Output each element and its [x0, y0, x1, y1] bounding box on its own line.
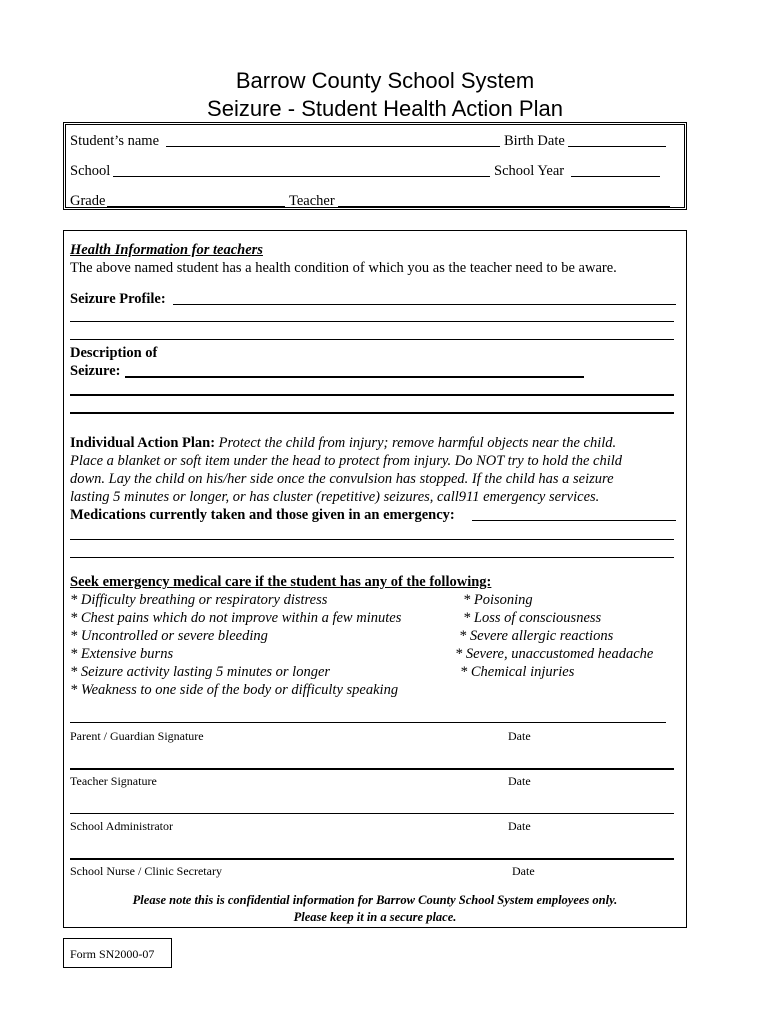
description-label-2: Seizure:	[70, 363, 121, 379]
parent-date-label: Date	[508, 729, 531, 743]
teacher-date-label: Date	[508, 774, 531, 788]
school-year-field[interactable]	[571, 176, 660, 177]
emergency-heading: Seek emergency medical care if the student has any of the following:	[70, 574, 492, 590]
seizure-profile-field[interactable]	[173, 304, 676, 305]
action-plan-line-3: down. Lay the child on his/her side once the convulsion has stopped. If the child has a seizure	[70, 471, 614, 487]
administrator-signature-label: School Administrator	[70, 819, 173, 833]
school-field[interactable]	[113, 176, 490, 177]
emergency-item-left: * Weakness to one side of the body or difficulty speaking	[70, 682, 399, 698]
teacher-label: Teacher	[289, 193, 335, 209]
grade-label: Grade	[70, 193, 106, 209]
secure-place-note: Please keep it in a secure place.	[293, 910, 457, 924]
action-plan-line-2: Place a blanket or soft item under the head to protect from injury. Do NOT try to hold the child	[70, 453, 623, 469]
health-info-heading: Health Information for teachers	[70, 242, 263, 258]
health-info-intro: The above named student has a health condition of which you as the teacher need to be aware.	[70, 260, 617, 276]
medications-line-2[interactable]	[70, 539, 674, 540]
action-plan-text-1: Protect the child from injury; remove harmful objects near the child.	[218, 435, 617, 451]
action-plan-line-1	[70, 434, 616, 452]
action-plan-label: Individual Action Plan:	[70, 435, 216, 451]
medications-line-3[interactable]	[70, 557, 674, 558]
emergency-item-left: * Uncontrolled or severe bleeding	[70, 628, 268, 644]
emergency-item-left: * Seizure activity lasting 5 minutes or longer	[70, 664, 331, 680]
administrator-signature-field[interactable]	[70, 813, 674, 814]
confidential-note: Please note this is confidential information for Barrow County School System employees only.	[132, 893, 618, 907]
teacher-signature-field[interactable]	[70, 768, 674, 770]
teacher-field[interactable]	[338, 206, 670, 207]
emergency-item-right: * Severe, unaccustomed headache	[455, 646, 654, 662]
seizure-profile-line-3[interactable]	[70, 339, 674, 340]
nurse-date-label: Date	[512, 864, 535, 878]
parent-signature-field[interactable]	[70, 722, 666, 723]
document-subtitle: Seizure - Student Health Action Plan	[207, 96, 563, 121]
emergency-item-right: * Chemical injuries	[460, 664, 575, 680]
grade-field[interactable]	[107, 206, 285, 207]
emergency-item-right: * Severe allergic reactions	[459, 628, 614, 644]
teacher-signature-label: Teacher Signature	[70, 774, 157, 788]
action-plan-line-4: lasting 5 minutes or longer, or has cluster (repetitive) seizures, call911 emergency services.	[70, 489, 600, 505]
emergency-item-right: * Poisoning	[463, 592, 533, 608]
nurse-signature-field[interactable]	[70, 858, 674, 860]
student-name-field[interactable]	[166, 146, 500, 147]
emergency-item-left: * Extensive burns	[70, 646, 174, 662]
emergency-item-right: * Loss of consciousness	[463, 610, 602, 626]
school-label: School	[70, 163, 111, 179]
seizure-description-line-2[interactable]	[70, 394, 674, 396]
student-name-label: Student’s name	[70, 133, 160, 149]
emergency-item-left: * Difficulty breathing or respiratory distress	[70, 592, 328, 608]
administrator-date-label: Date	[508, 819, 531, 833]
school-year-label: School Year	[494, 163, 565, 179]
emergency-item-left: * Chest pains which do not improve within a few minutes	[70, 610, 402, 626]
seizure-profile-label: Seizure Profile:	[70, 291, 166, 307]
parent-signature-label: Parent / Guardian Signature	[70, 729, 204, 743]
description-label-1: Description of	[70, 345, 158, 361]
form-number: Form SN2000-07	[70, 947, 155, 961]
medications-label: Medications currently taken and those given in an emergency:	[70, 507, 455, 523]
medications-field[interactable]	[472, 520, 676, 521]
birth-date-field[interactable]	[568, 146, 666, 147]
seizure-description-field[interactable]	[125, 376, 584, 378]
document-title: Barrow County School System	[235, 68, 535, 93]
seizure-description-line-3[interactable]	[70, 412, 674, 414]
seizure-profile-line-2[interactable]	[70, 321, 674, 322]
birth-date-label: Birth Date	[504, 133, 565, 149]
nurse-signature-label: School Nurse / Clinic Secretary	[70, 864, 222, 878]
